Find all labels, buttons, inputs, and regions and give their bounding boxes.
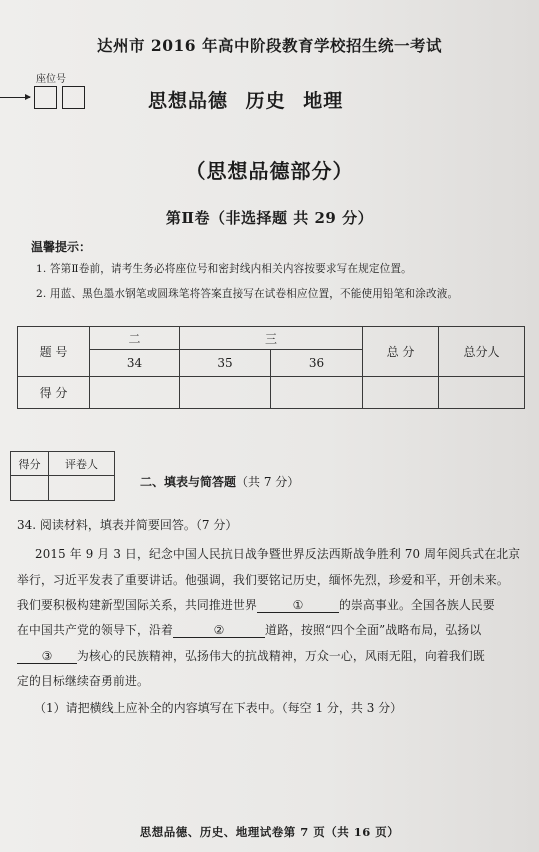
part-title: （思想品德部分） bbox=[185, 159, 354, 183]
total-score-label: 总 分 bbox=[363, 327, 439, 377]
section-two-header: 二 bbox=[90, 327, 180, 350]
question-36-header: 36 bbox=[271, 350, 363, 377]
grader-score-cell[interactable] bbox=[11, 476, 49, 501]
total-scorer-label: 总分人 bbox=[439, 327, 525, 377]
question-34-stem: 34. 阅读材料，填表并简要回答。（7 分） bbox=[17, 518, 238, 532]
material-line-3 bbox=[17, 596, 495, 613]
exam-title: 达州市 2016 年高中阶段教育学校招生统一考试 bbox=[97, 36, 442, 55]
seat-number-box-1[interactable] bbox=[34, 86, 57, 109]
question-35-header: 35 bbox=[180, 350, 271, 377]
seat-number-label: 座位号 bbox=[36, 74, 66, 85]
score-cell-35[interactable] bbox=[180, 377, 271, 409]
volume-title: 第Ⅱ卷（非选择题 共 29 分） bbox=[165, 209, 374, 227]
section-two-title: 二、填表与简答题 bbox=[140, 475, 237, 489]
material-line-5-end: 为核心的民族精神，弘扬伟大的抗战精神，万众一心，风雨无阻，向着我们既 bbox=[77, 649, 485, 663]
seat-number-box-2[interactable] bbox=[62, 86, 85, 109]
score-cell-36[interactable] bbox=[271, 377, 363, 409]
material-line-4 bbox=[17, 621, 481, 638]
score-table bbox=[17, 326, 525, 409]
material-line-4-start: 在中国共产党的领导下，沿着 bbox=[17, 623, 173, 637]
question-34-header: 34 bbox=[90, 350, 180, 377]
page-footer: 思想品德、历史、地理试卷第 7 页（共 16 页） bbox=[139, 825, 400, 839]
material-line-5 bbox=[17, 647, 485, 664]
material-line-1: 2015 年 9 月 3 日，纪念中国人民抗日战争暨世界反法西斯战争胜利 70 周年阅兵式在北京 bbox=[35, 547, 521, 561]
grader-name-cell[interactable] bbox=[49, 476, 115, 501]
section-three-header: 三 bbox=[180, 327, 363, 350]
grader-name-label: 评卷人 bbox=[49, 452, 115, 476]
arrow-right-icon bbox=[0, 97, 30, 98]
material-line-3-start: 我们要积极构建新型国际关系，共同推进世界 bbox=[17, 598, 257, 612]
tips-heading: 温馨提示： bbox=[31, 240, 92, 254]
score-row-label: 得 分 bbox=[18, 377, 90, 409]
score-cell-34[interactable] bbox=[90, 377, 180, 409]
score-cell-total-scorer[interactable] bbox=[439, 377, 525, 409]
section-two-heading bbox=[140, 473, 299, 490]
blank-2[interactable]: ② bbox=[173, 623, 265, 638]
grader-score-label: 得分 bbox=[11, 452, 49, 476]
material-line-3-end: 的崇高事业。全国各族人民要 bbox=[338, 598, 495, 612]
section-two-points: （共 7 分） bbox=[236, 475, 300, 489]
material-line-2: 举行，习近平发表了重要讲话。他强调，我们要铭记历史，缅怀先烈，珍爱和平，开创未来。 bbox=[17, 573, 509, 587]
question-number-label: 题 号 bbox=[18, 327, 90, 377]
grader-table bbox=[10, 451, 115, 501]
tip-item-2: 2. 用蓝、黑色墨水钢笔或圆珠笔将答案直接写在试卷相应位置，不能使用铅笔和涂改液。 bbox=[36, 288, 459, 300]
blank-3[interactable]: ③ bbox=[17, 649, 77, 664]
material-line-4-end: 道路，按照“四个全面”战略布局，弘扬以 bbox=[264, 623, 482, 637]
material-line-6: 定的目标继续奋勇前进。 bbox=[17, 674, 149, 688]
blank-1[interactable]: ① bbox=[257, 598, 339, 613]
score-cell-total[interactable] bbox=[363, 377, 439, 409]
sub-question-1: （1）请把横线上应补全的内容填写在下表中。（每空 1 分，共 3 分） bbox=[34, 701, 403, 715]
subjects-title: 思想品德 历史 地理 bbox=[148, 90, 344, 112]
tip-item-1: 1. 答第Ⅱ卷前，请考生务必将座位号和密封线内相关内容按要求写在规定位置。 bbox=[36, 263, 412, 275]
